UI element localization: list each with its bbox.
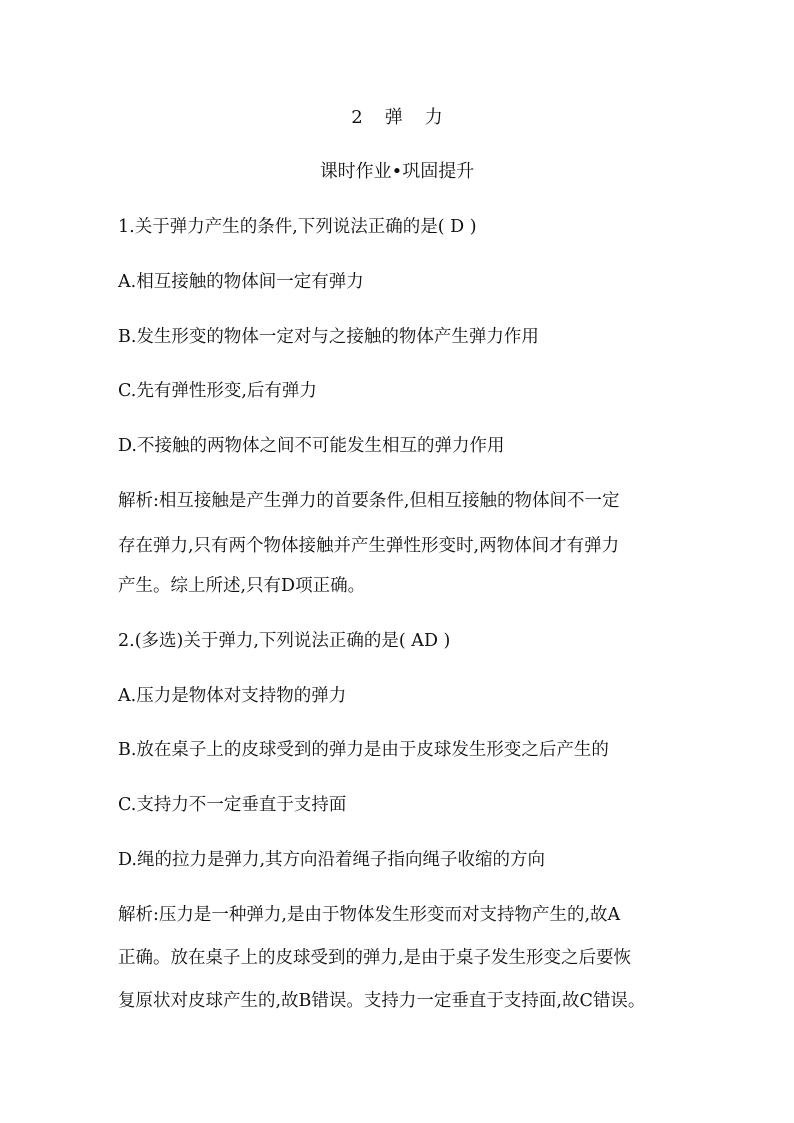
question-2-option-b: B.放在桌子上的皮球受到的弹力是由于皮球发生形变之后产生的 <box>118 740 609 760</box>
question-2-option-d: D.绳的拉力是弹力,其方向沿着绳子指向绳子收缩的方向 <box>118 850 546 870</box>
question-2-analysis-line-1: 解析:压力是一种弹力,是由于物体发生形变而对支持物产生的,故A <box>118 905 621 925</box>
question-1-analysis-line-3: 产生。综上所述,只有D项正确。 <box>118 576 366 596</box>
question-1-analysis-line-1: 解析:相互接触是产生弹力的首要条件,但相互接触的物体间不一定 <box>118 491 620 511</box>
question-1-option-c: C.先有弹性形变,后有弹力 <box>118 381 317 401</box>
section-number: 2 <box>351 107 363 128</box>
question-2-option-a: A.压力是物体对支持物的弹力 <box>118 686 347 706</box>
question-1-stem: 1.关于弹力产生的条件,下列说法正确的是( D ) <box>118 217 477 237</box>
section-title-char-1: 弹 <box>384 107 403 128</box>
question-1-analysis-line-2: 存在弹力,只有两个物体接触并产生弹性形变时,两物体间才有弹力 <box>118 536 620 556</box>
question-1-option-d: D.不接触的两物体之间不可能发生相互的弹力作用 <box>118 436 505 456</box>
section-title-char-2: 力 <box>424 107 443 128</box>
question-2-analysis-line-2: 正确。放在桌子上的皮球受到的弹力,是由于桌子发生形变之后要恢 <box>118 948 632 968</box>
question-2-stem: 2.(多选)关于弹力,下列说法正确的是( AD ) <box>118 631 451 651</box>
question-2-option-c: C.支持力不一定垂直于支持面 <box>118 795 347 815</box>
question-2-analysis-line-3: 复原状对皮球产生的,故B错误。支持力一定垂直于支持面,故C错误。 <box>118 991 646 1011</box>
section-title <box>0 107 794 129</box>
question-1-option-b: B.发生形变的物体一定对与之接触的物体产生弹力作用 <box>118 327 539 347</box>
section-subtitle: 课时作业•巩固提升 <box>319 161 475 182</box>
question-1-option-a: A.相互接触的物体间一定有弹力 <box>118 272 364 292</box>
